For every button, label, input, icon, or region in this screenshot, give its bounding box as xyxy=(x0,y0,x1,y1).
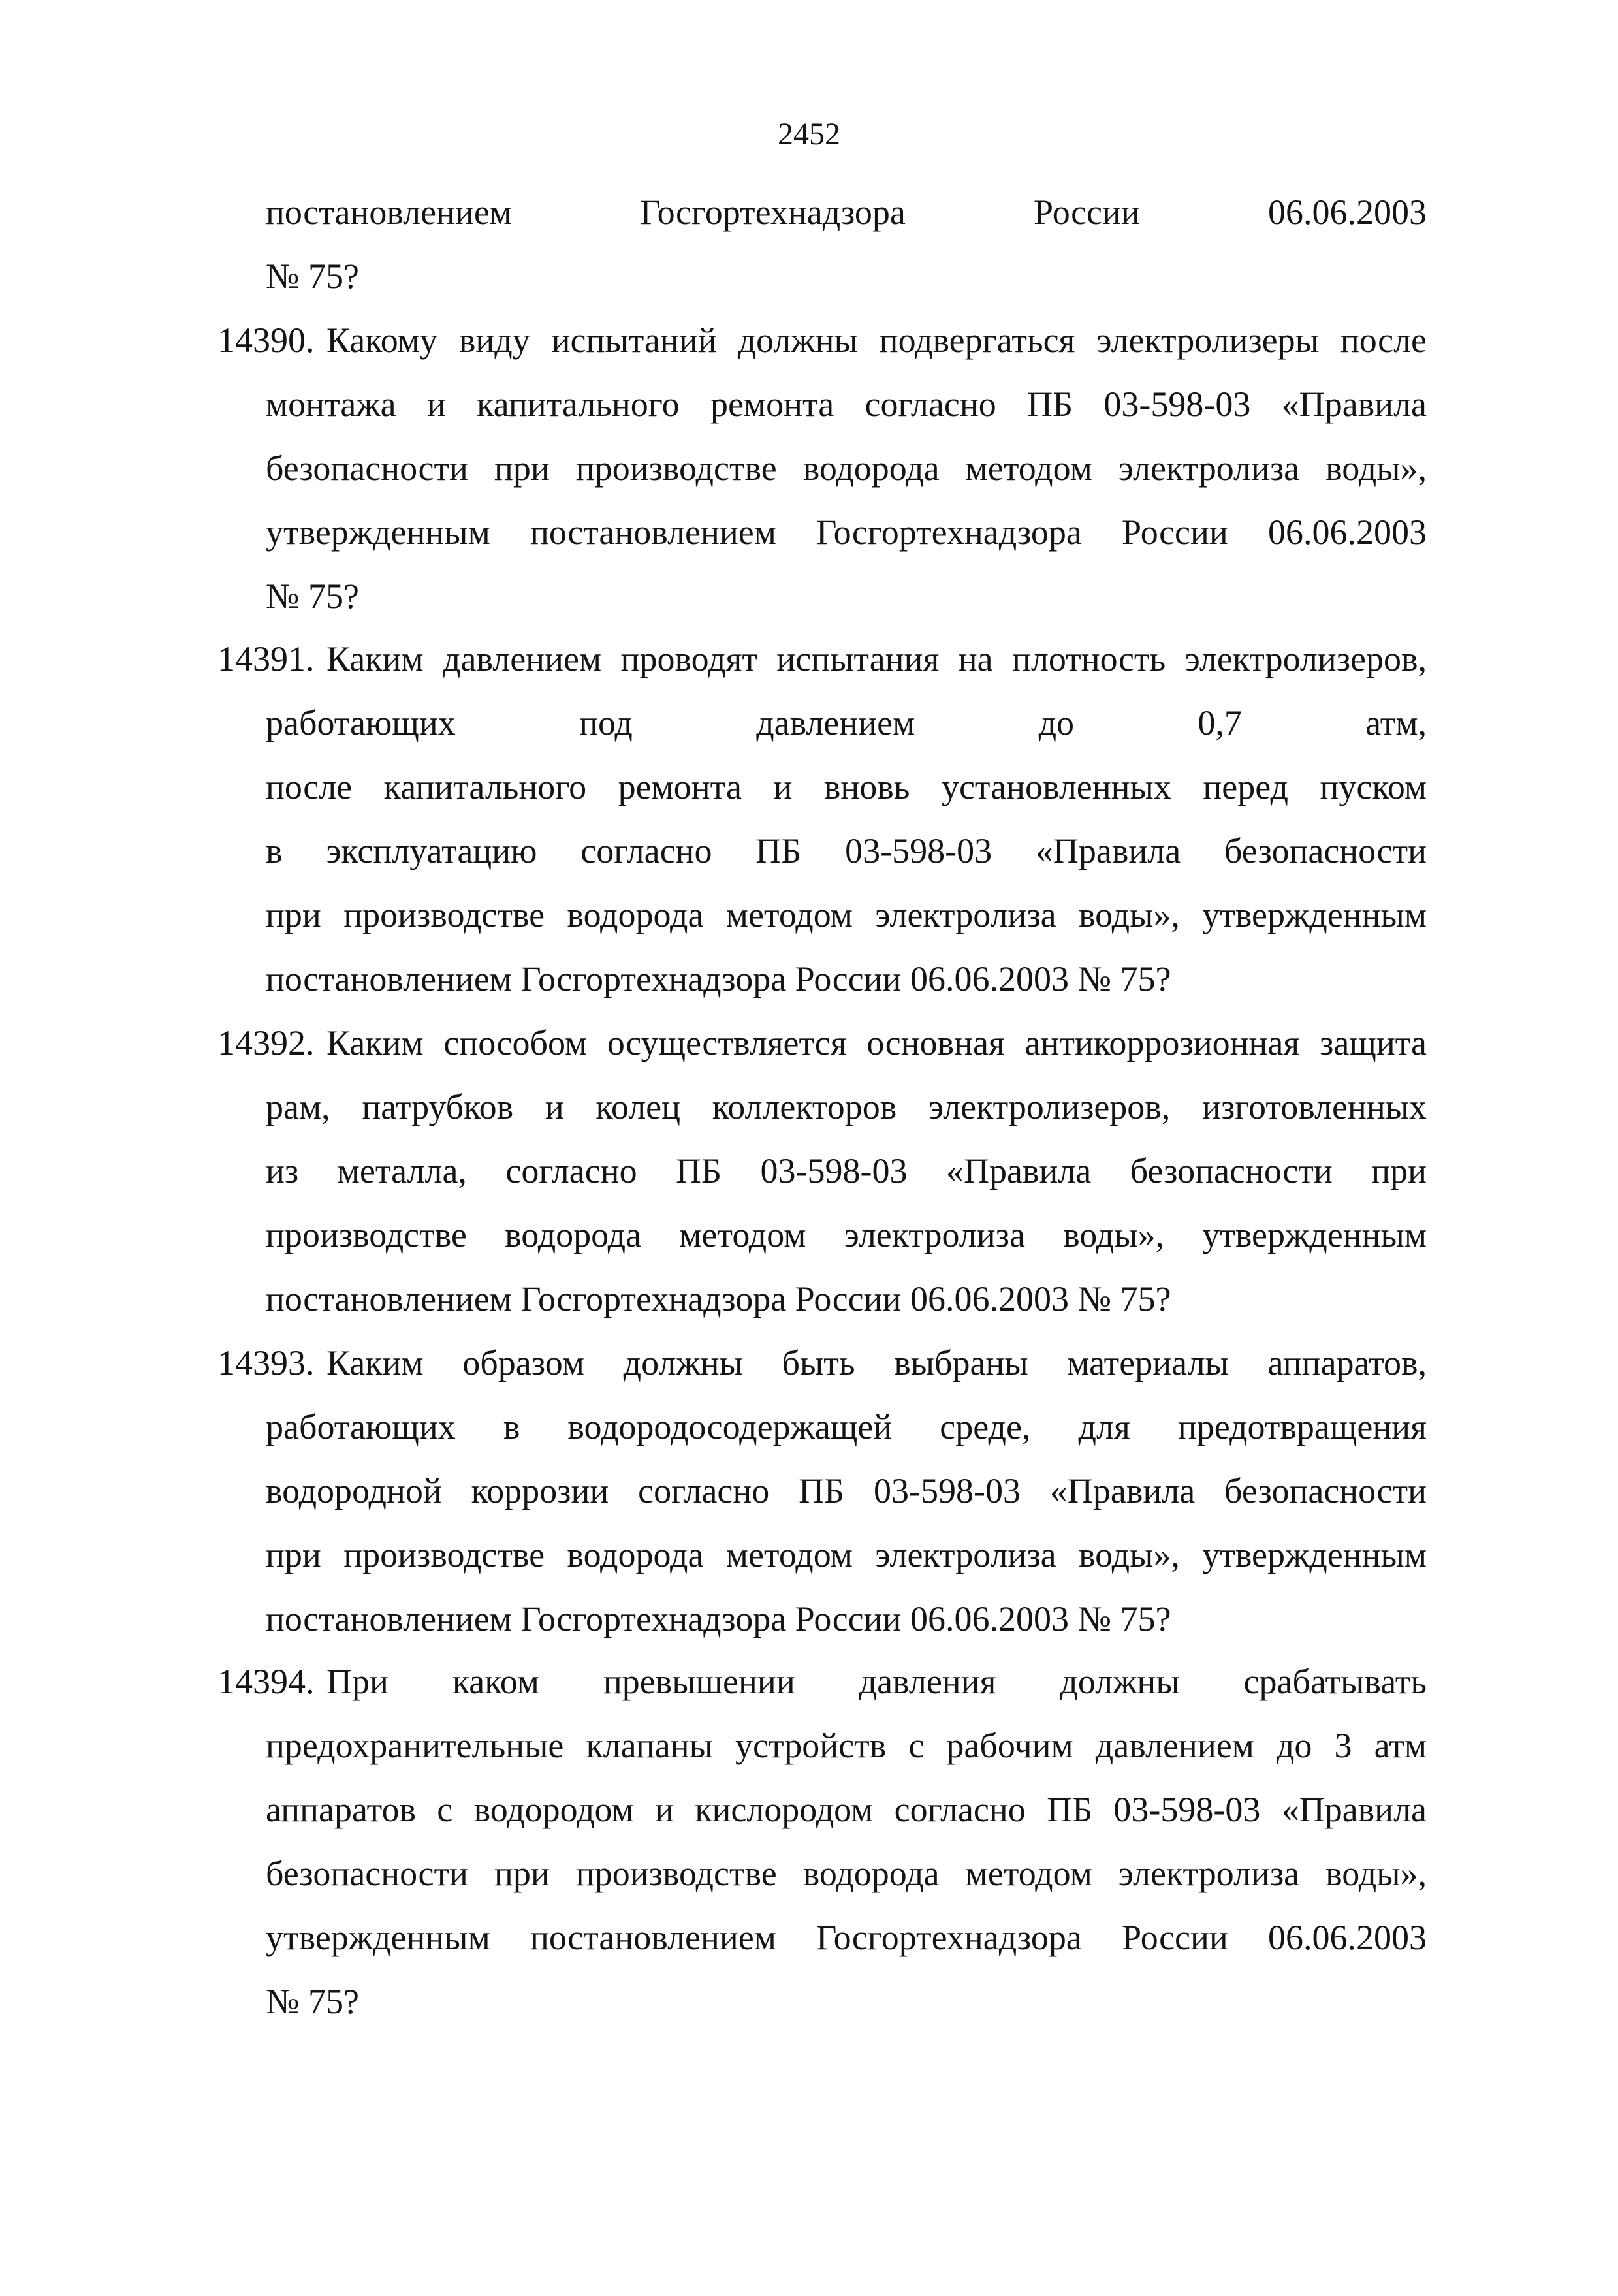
question-line: из металла, согласно ПБ 03-598-03 «Правила безопасности при xyxy=(266,1151,1427,1190)
intro-line: № 75? xyxy=(266,257,359,296)
question-line: Каким образом должны быть выбраны материалы аппаратов, xyxy=(326,1343,1427,1382)
question-line: при производстве водорода методом электролиза воды», утвержденным xyxy=(266,895,1427,934)
question-line: постановлением Госгортехнадзора России 06.06.2003 № 75? xyxy=(266,1279,1171,1318)
question-line: № 75? xyxy=(266,1982,359,2021)
question-line: после капитального ремонта и вновь установленных перед пуском xyxy=(266,767,1427,806)
intro-line: постановлением Госгортехнадзора России 06.06.2003 xyxy=(266,193,1427,232)
question-line: при производстве водорода методом электролиза воды», утвержденным xyxy=(266,1535,1427,1574)
question-line: производстве водорода методом электролиза воды», утвержденным xyxy=(266,1215,1427,1254)
question-number: 14391. xyxy=(217,639,315,678)
question-line: аппаратов с водородом и кислородом согласно ПБ 03-598-03 «Правила xyxy=(266,1790,1427,1829)
question-line: Каким способом осуществляется основная антикоррозионная защита xyxy=(326,1023,1427,1062)
question-line: работающих под давлением до 0,7 атм, xyxy=(266,703,1427,742)
question-line: рам, патрубков и колец коллекторов электролизеров, изготовленных xyxy=(266,1087,1427,1126)
question-line: водородной коррозии согласно ПБ 03-598-03 «Правила безопасности xyxy=(266,1471,1427,1510)
question-line: утвержденным постановлением Госгортехнадзора России 06.06.2003 xyxy=(266,1918,1427,1957)
question-line: постановлением Госгортехнадзора России 06.06.2003 № 75? xyxy=(266,1599,1171,1638)
question-line: предохранительные клапаны устройств с рабочим давлением до 3 атм xyxy=(266,1726,1427,1765)
page-number: 2452 xyxy=(778,117,840,151)
question-number: 14390. xyxy=(217,321,315,360)
question-line: Каким давлением проводят испытания на плотность электролизеров, xyxy=(326,639,1427,678)
question-line: безопасности при производстве водорода методом электролиза воды», xyxy=(266,1854,1427,1893)
question-line: работающих в водородосодержащей среде, для предотвращения xyxy=(266,1407,1427,1446)
question-line: № 75? xyxy=(266,577,359,616)
question-line: Какому виду испытаний должны подвергаться электролизеры после xyxy=(326,321,1427,360)
question-line: монтажа и капитального ремонта согласно ПБ 03-598-03 «Правила xyxy=(266,385,1427,424)
question-line: в эксплуатацию согласно ПБ 03-598-03 «Правила безопасности xyxy=(266,831,1427,870)
question-line: При каком превышении давления должны срабатывать xyxy=(326,1662,1427,1701)
question-line: постановлением Госгортехнадзора России 06.06.2003 № 75? xyxy=(266,959,1171,998)
question-number: 14392. xyxy=(217,1023,315,1062)
question-number: 14393. xyxy=(217,1343,315,1382)
question-line: безопасности при производстве водорода методом электролиза воды», xyxy=(266,449,1427,488)
question-number: 14394. xyxy=(217,1662,315,1701)
question-line: утвержденным постановлением Госгортехнадзора России 06.06.2003 xyxy=(266,513,1427,552)
